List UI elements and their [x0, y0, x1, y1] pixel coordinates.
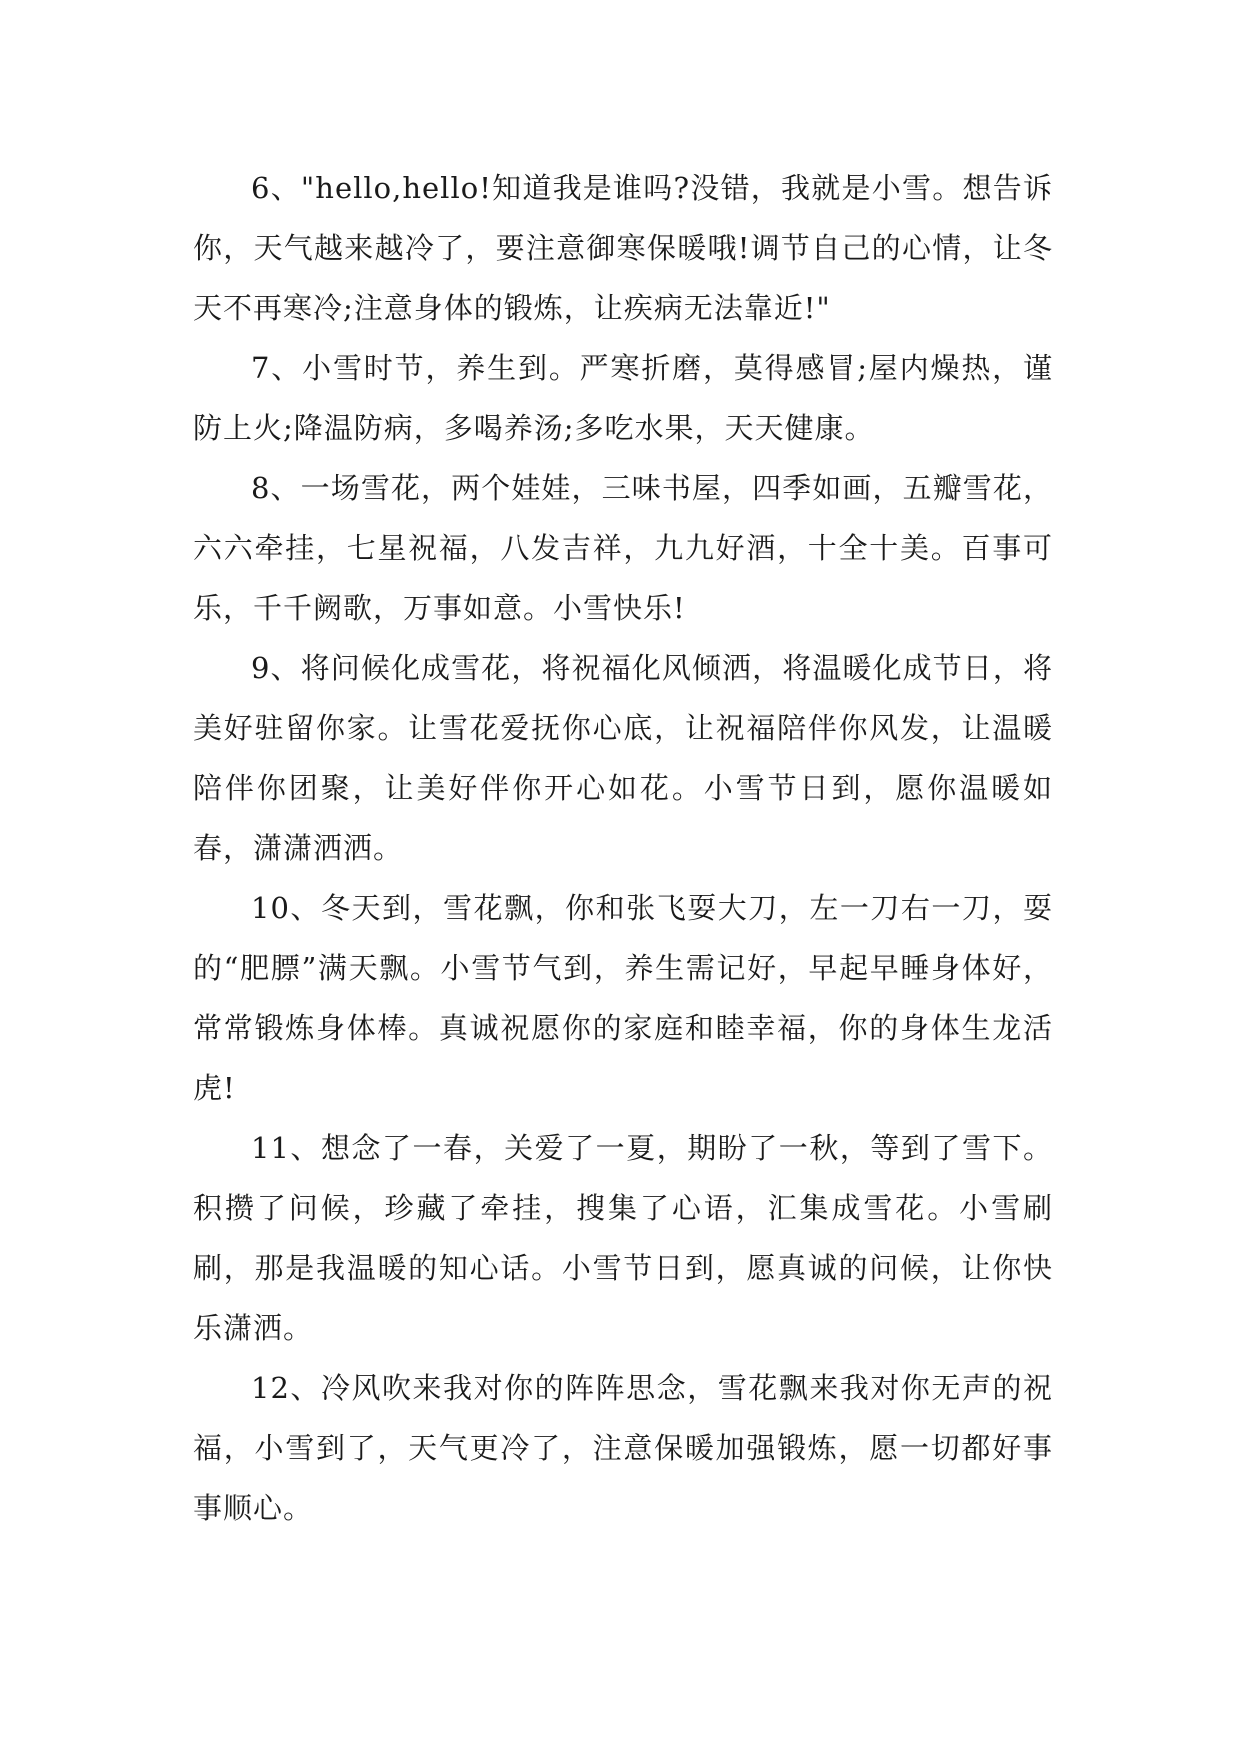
paragraph-10: 10、冬天到，雪花飘，你和张飞耍大刀，左一刀右一刀，耍的“肥膘”满天飘。小雪节气到，养生需记好，早起早睡身体好，常常锻炼身体棒。真诚祝愿你的家庭和睦幸福，你的身体生龙活虎!	[193, 891, 1053, 1105]
paragraph-6: 6、"hello,hello!知道我是谁吗?没错，我就是小雪。想告诉你，天气越来越冷了，要注意御寒保暖哦!调节自己的心情，让冬天不再寒冷;注意身体的锻炼，让疾病无法靠近!"	[193, 171, 1053, 325]
paragraph-8: 8、一场雪花，两个娃娃，三味书屋，四季如画，五瓣雪花，六六牵挂，七星祝福，八发吉祥，九九好酒，十全十美。百事可乐，千千阙歌，万事如意。小雪快乐!	[193, 471, 1053, 625]
document-page	[193, 158, 1053, 1538]
paragraph-9: 9、将问候化成雪花，将祝福化风倾洒，将温暖化成节日，将美好驻留你家。让雪花爱抚你心底，让祝福陪伴你风发，让温暖陪伴你团聚，让美好伴你开心如花。小雪节日到，愿你温暖如春，潇潇洒洒。	[193, 651, 1053, 865]
paragraph-12: 12、冷风吹来我对你的阵阵思念，雪花飘来我对你无声的祝福，小雪到了，天气更冷了，注意保暖加强锻炼，愿一切都好事事顺心。	[193, 1371, 1053, 1525]
paragraph-7: 7、小雪时节，养生到。严寒折磨，莫得感冒;屋内燥热，谨防上火;降温防病，多喝养汤;多吃水果，天天健康。	[193, 351, 1053, 445]
paragraph-11: 11、想念了一春，关爱了一夏，期盼了一秋，等到了雪下。积攒了问候，珍藏了牵挂，搜集了心语，汇集成雪花。小雪刷刷，那是我温暖的知心话。小雪节日到，愿真诚的问候，让你快乐潇洒。	[193, 1131, 1053, 1345]
